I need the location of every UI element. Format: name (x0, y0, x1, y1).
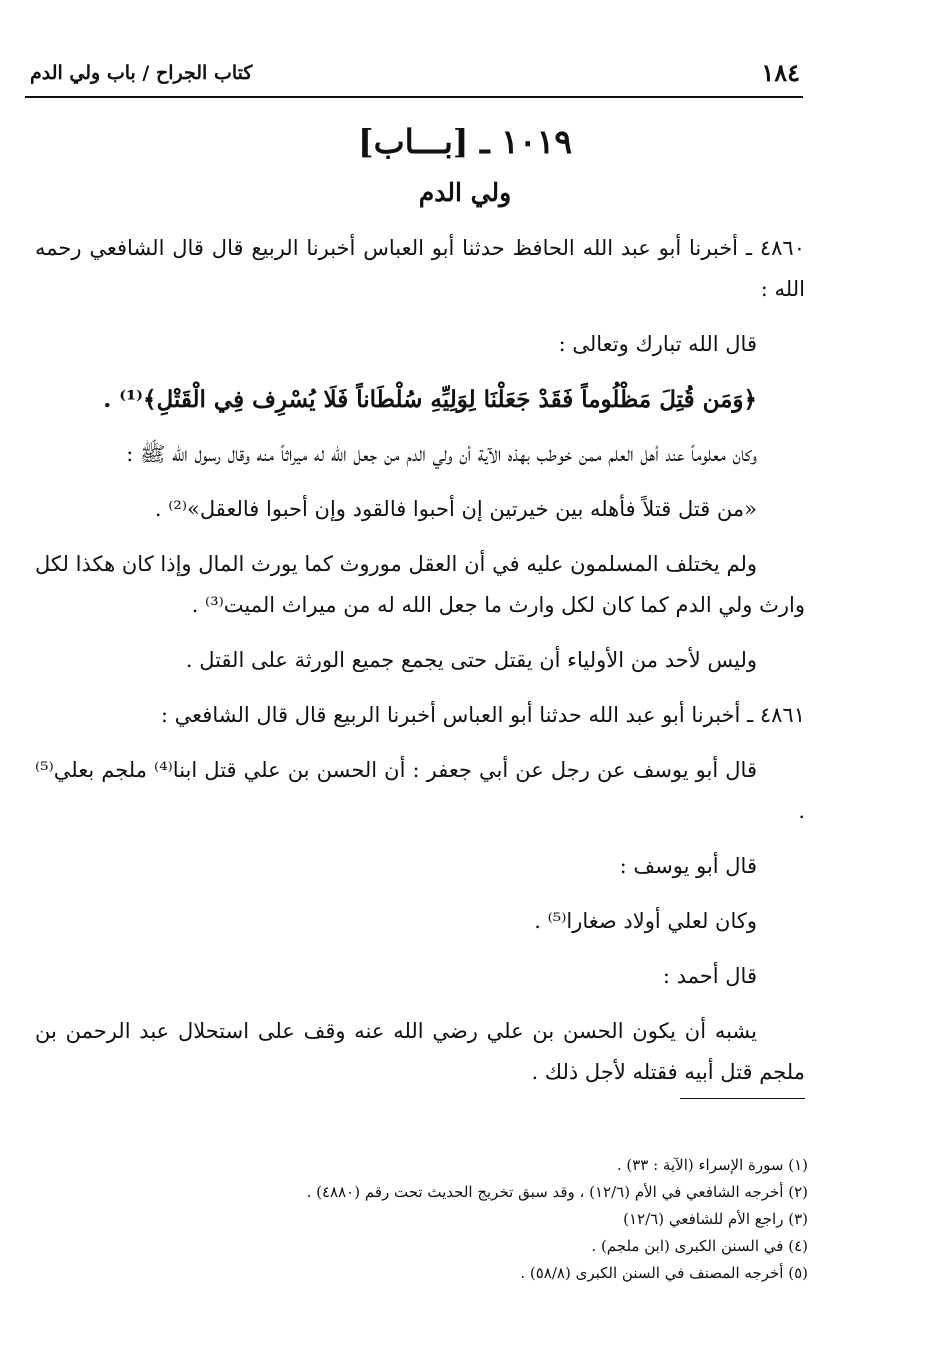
footnote: (٣) راجع الأم للشافعي (١٢/٦) (623, 1210, 808, 1228)
footnotes (35, 1152, 808, 1287)
page-number: ١٨٤ (761, 58, 800, 87)
hadith-4860-intro: ٤٨٦٠ ـ أخبرنا أبو عبد الله الحافظ حدثنا أبو العباس أخبرنا الربيع قال قال الشافعي رحمه الله : (35, 236, 805, 301)
paragraph: يشبه أن يكون الحسن بن علي رضي الله عنه وقف على استحلال عبد الرحمن بن ملجم قتل أبيه فقتله لأجل ذلك . (35, 1019, 805, 1084)
paragraph: قال الله تبارك وتعالى : (558, 332, 757, 356)
paragraph: ولم يختلف المسلمون عليه في أن العقل موروث كما يورث المال وإذا كان هكذا لكل وارث ولي الدم كما كان لكل وارث ما جعل الله له من ميراث الميت⁽³⁾ . (35, 552, 805, 617)
body-text (35, 228, 805, 1107)
footnote: (١) سورة الإسراء (الآية : ٣٣) . (616, 1156, 808, 1174)
paragraph: وكان لعلي أولاد صغارا⁽⁵⁾ . (534, 909, 757, 933)
hadith-4861-intro: ٤٨٦١ ـ أخبرنا أبو عبد الله حدثنا أبو العباس أخبرنا الربيع قال قال الشافعي : (160, 703, 805, 727)
paragraph: وكان معلوماً عند أهل العلم ممن خوطب بهذه الآية أن ولي الدم من جعل الله له ميراثاً منه وقال رسول الله ﷺ : (126, 442, 757, 466)
paragraph: قال أبو يوسف : (619, 854, 757, 878)
hadith-quote: «من قتل قتلاً فأهله بين خيرتين إن أحبوا فالقود وإن أحبوا فالعقل»⁽²⁾ . (154, 497, 757, 521)
footnote: (٢) أخرجه الشافعي في الأم (١٢/٦) ، وقد سبق تخريج الحديث تحت رقم (٤٨٨٠) . (306, 1183, 808, 1201)
running-title: كتاب الجراح / باب ولي الدم (30, 62, 253, 84)
chapter-subtitle: ولي الدم (418, 178, 512, 207)
quran-verse: ﴿وَمَن قُتِلَ مَظْلُوماً فَقَدْ جَعَلْنَا لِوَلِيِّهِ سُلْطَاناً فَلَا يُسْرِف فِي الْقَتْلِ﴾⁽¹⁾ . (103, 386, 757, 413)
paragraph: قال أبو يوسف عن رجل عن أبي جعفر : أن الحسن بن علي قتل ابنا⁽⁴⁾ ملجم بعلي⁽⁵⁾ . (35, 758, 805, 823)
chapter-heading: ١٠١٩ ـ [بـــاب] (357, 122, 573, 161)
paragraph: قال أحمد : (662, 964, 757, 988)
footnote: (٥) أخرجه المصنف في السنن الكبرى (٥٨/٨) . (520, 1264, 808, 1282)
footnote: (٤) في السنن الكبرى (ابن ملجم) . (591, 1237, 808, 1255)
paragraph: وليس لأحد من الأولياء أن يقتل حتى يجمع جميع الورثة على القتل . (185, 648, 757, 672)
footnote-rule (680, 1098, 805, 1099)
header-rule (25, 96, 803, 98)
